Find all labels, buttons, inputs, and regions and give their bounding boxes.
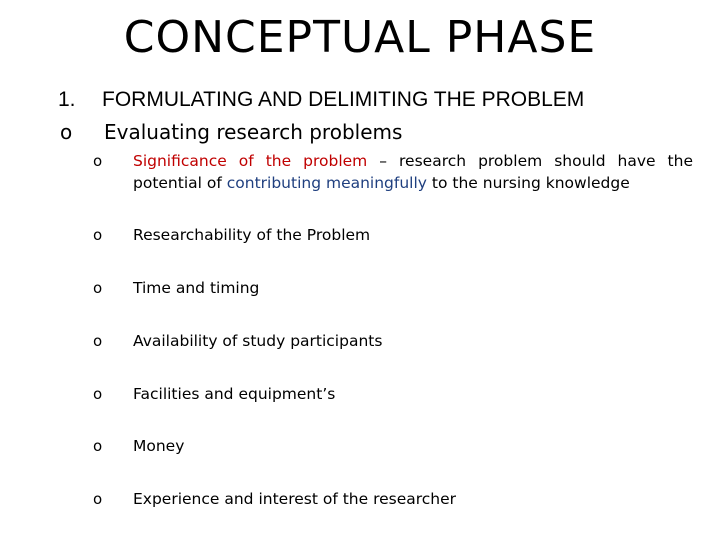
bullet-icon: o xyxy=(93,226,103,244)
significance-text: – research problem should have the potential of xyxy=(133,152,693,192)
section-heading-text: FORMULATING AND DELIMITING THE PROBLEM xyxy=(102,88,585,111)
bullet-icon: o xyxy=(93,385,103,403)
subheading xyxy=(60,120,402,144)
significance-text-end: to the nursing knowledge xyxy=(426,174,630,192)
list-item-text: Facilities and equipment’s xyxy=(133,385,336,403)
bullet-icon: o xyxy=(60,120,73,144)
list-item-text: Experience and interest of the researcher xyxy=(133,490,457,508)
section-number: 1. xyxy=(58,88,76,111)
bullet-icon: o xyxy=(93,152,103,170)
bullet-icon: o xyxy=(93,490,103,508)
list-item-text: Availability of study participants xyxy=(133,332,383,350)
subheading-text: Evaluating research problems xyxy=(104,120,403,144)
bullet-icon: o xyxy=(93,332,103,350)
significance-term: Significance of the problem xyxy=(133,152,368,170)
bullet-icon: o xyxy=(93,279,103,297)
contributing-term: contributing meaningfully xyxy=(226,174,427,192)
bullet-icon: o xyxy=(93,437,103,455)
slide-title: CONCEPTUAL PHASE xyxy=(123,12,597,63)
list-item-text: Money xyxy=(133,437,185,455)
list-item-text: Time and timing xyxy=(133,279,260,297)
list-item-text xyxy=(133,150,693,194)
list-item-text: Researchability of the Problem xyxy=(133,226,371,244)
section-heading xyxy=(58,88,584,112)
